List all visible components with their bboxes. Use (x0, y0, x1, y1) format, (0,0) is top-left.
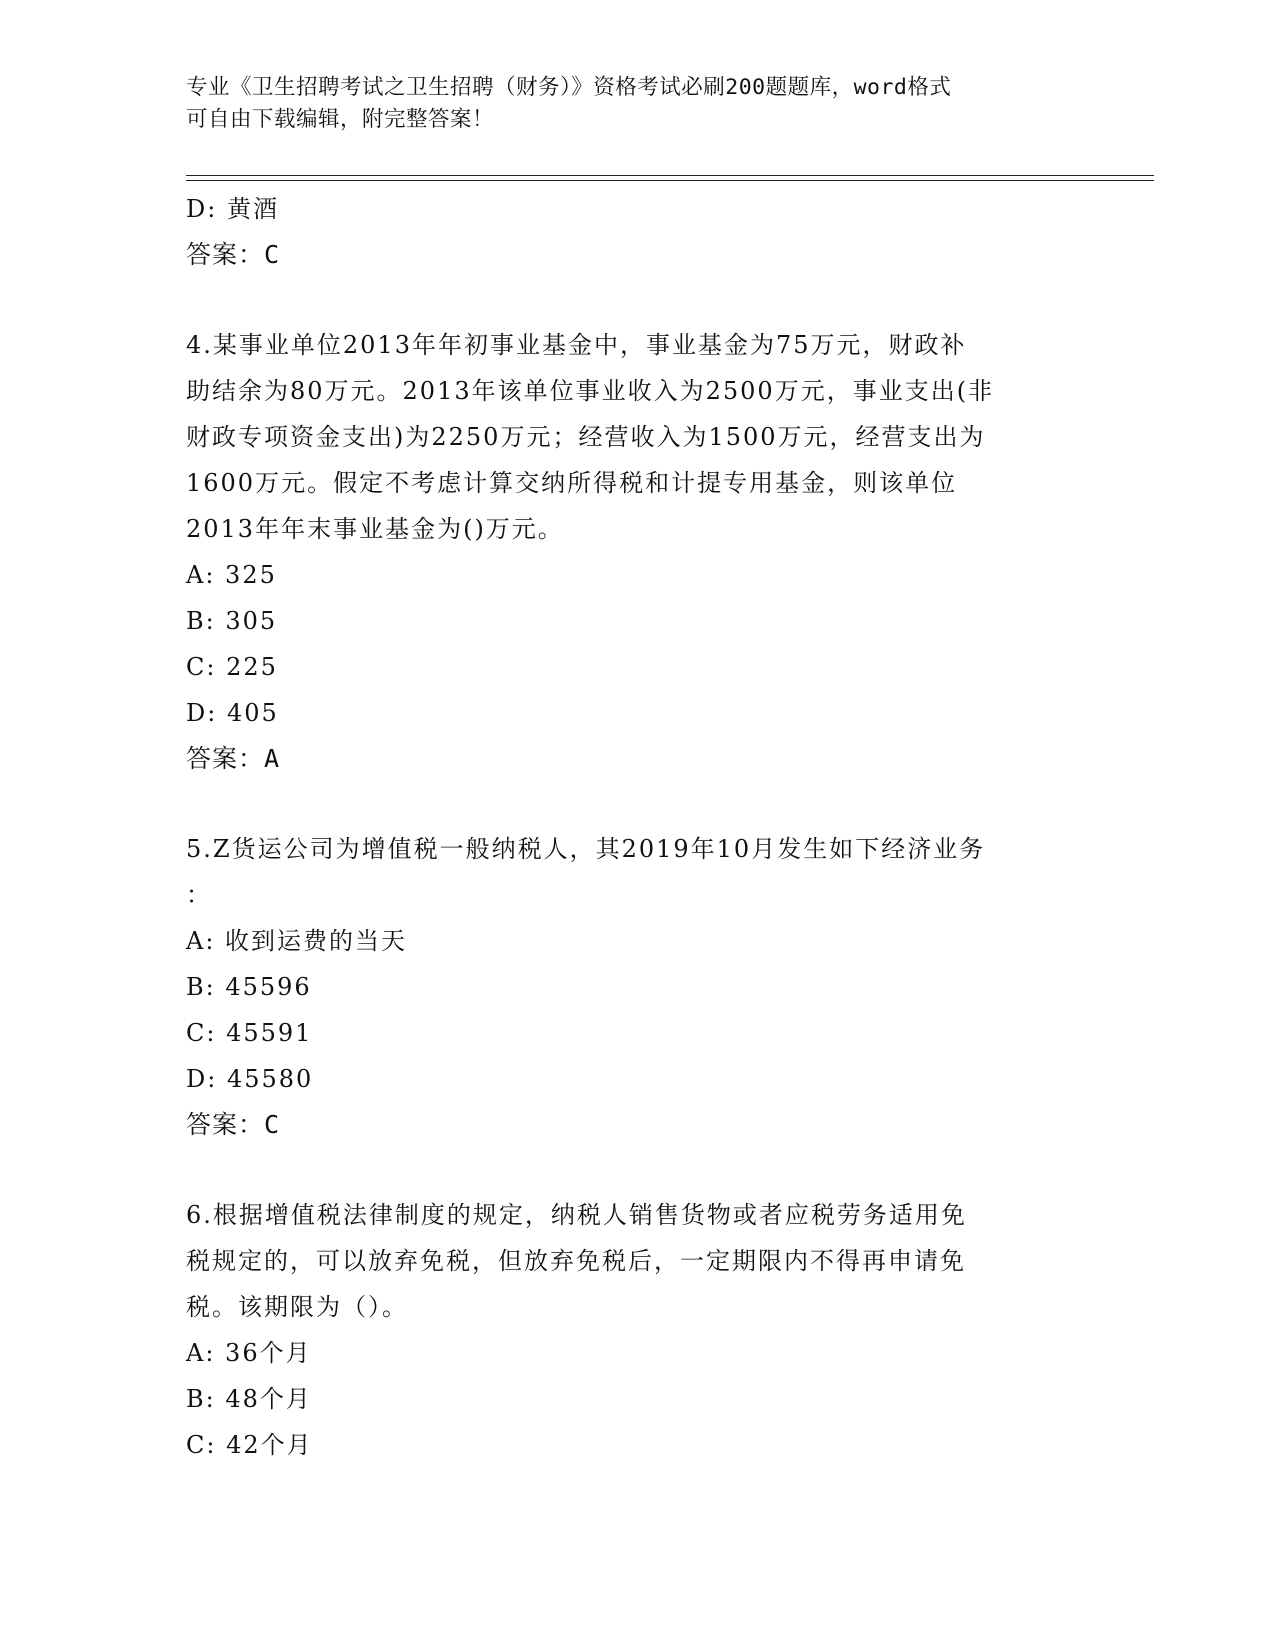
question-text-line: 2013年年末事业基金为()万元。 (186, 515, 564, 543)
question-text-line: 助结余为80万元。2013年该单位事业收入为2500万元，事业支出(非 (186, 377, 995, 405)
option-b: B: 305 (186, 607, 278, 635)
option-c: C: 45591 (186, 1019, 313, 1047)
header-rule-top (186, 175, 1154, 176)
question-text-line: 1600万元。假定不考虑计算交纳所得税和计提专用基金，则该单位 (186, 469, 958, 497)
header-rule-bottom (186, 180, 1154, 181)
option-c: C: 42个月 (186, 1431, 313, 1459)
previous-question-tail (186, 186, 1086, 278)
question-text-line: 4.某事业单位2013年年初事业基金中，事业基金为75万元，财政补 (186, 331, 967, 359)
option-d: D: 黄酒 (186, 195, 279, 223)
spacer (186, 782, 1086, 826)
question-text-line: 财政专项资金支出)为2250万元；经营收入为1500万元，经营支出为 (186, 423, 986, 451)
option-a: A: 36个月 (186, 1339, 312, 1367)
question-text-line: 税规定的，可以放弃免税，但放弃免税后，一定期限内不得再申请免 (186, 1247, 966, 1275)
option-d: D: 45580 (186, 1065, 314, 1093)
question-text-line: 5.Z货运公司为增值税一般纳税人，其2019年10月发生如下经济业务 (186, 835, 986, 863)
question-5 (186, 826, 1086, 1148)
answer-line: 答案：C (186, 240, 281, 269)
answer-line: 答案：C (186, 1110, 281, 1139)
question-6 (186, 1192, 1086, 1468)
question-text-line: 税。该期限为（）。 (186, 1293, 408, 1321)
document-body (186, 186, 1086, 1468)
option-a: A: 325 (186, 561, 277, 589)
option-d: D: 405 (186, 699, 279, 727)
header-line-2: 可自由下载编辑，附完整答案！ (186, 107, 495, 132)
question-text-line: 6.根据增值税法律制度的规定，纳税人销售货物或者应税劳务适用免 (186, 1201, 967, 1229)
spacer (186, 1148, 1086, 1192)
question-text-line: ： (186, 881, 212, 909)
option-c: C: 225 (186, 653, 278, 681)
option-a: A: 收到运费的当天 (186, 927, 408, 955)
answer-line: 答案：A (186, 744, 281, 773)
option-b: B: 48个月 (186, 1385, 312, 1413)
option-b: B: 45596 (186, 973, 312, 1001)
spacer (186, 278, 1086, 322)
document-header (186, 72, 1066, 136)
question-4 (186, 322, 1086, 782)
header-line-1: 专业《卫生招聘考试之卫生招聘（财务）》资格考试必刷200题题库，word格式 (186, 75, 952, 100)
